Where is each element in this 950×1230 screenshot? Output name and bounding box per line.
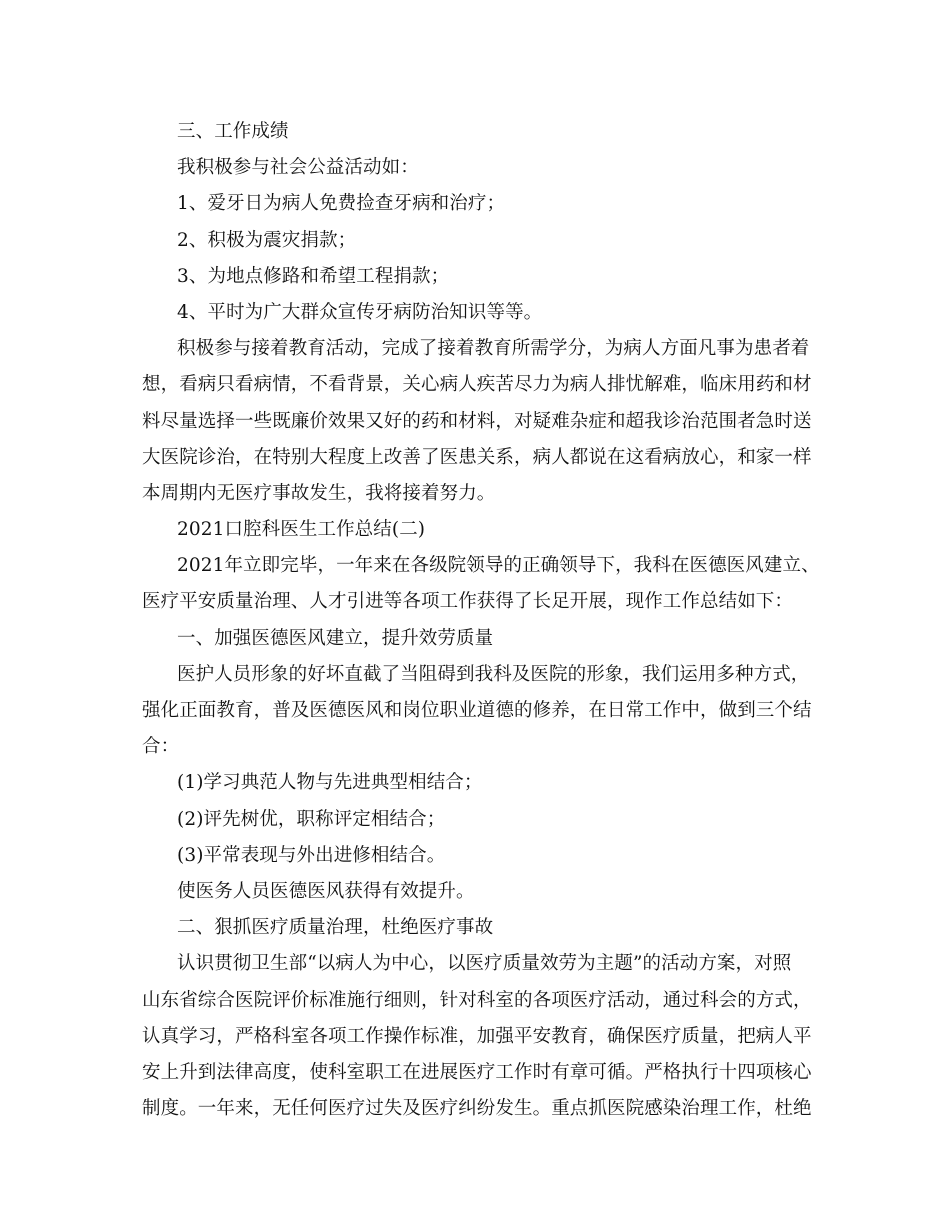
paragraph-line: 强化正面教育，普及医德医风和岗位职业道德的修养，在日常工作中，做到三个结: [142, 700, 812, 721]
section-heading-quality: 二、狠抓医疗质量治理，杜绝医疗事故: [177, 917, 494, 939]
paragraph-line: 料尽量选择一些既廉价效果又好的药和材料，对疑难杂症和超我诊治范围者急时送: [142, 410, 812, 432]
paragraph-line: 医疗平安质量治理、人才引进等各项工作获得了长足开展，现作工作总结如下：: [142, 591, 794, 613]
list-item: (3)平常表现与外出进修相结合。: [177, 844, 446, 866]
paragraph-line: 合：: [142, 736, 180, 758]
paragraph-line: 想，看病只看病情，不看背景，关心病人疾苦尽力为病人排忧解难，临床用药和材: [142, 374, 812, 396]
paragraph-line: 认真学习，严格科室各项工作操作标准，加强平安教育，确保医疗质量，把病人平: [142, 1025, 812, 1047]
list-item: 2、积极为震灾捐款；: [177, 229, 357, 251]
list-item: (1)学习典范人物与先进典型相结合；: [177, 772, 483, 794]
paragraph-line: 本周期内无医疗事故发生，我将接着努力。: [142, 482, 496, 504]
list-item: 3、为地点修路和希望工程捐款；: [177, 265, 450, 287]
section-heading-achievements: 三、工作成绩: [177, 121, 289, 142]
paragraph-line: 使医务人员医德医风获得有效提升。: [177, 880, 475, 902]
document-body: [142, 114, 832, 1127]
paragraph-line: 认识贯彻卫生部“以病人为中心，以医疗质量效劳为主题”的活动方案，对照: [177, 953, 792, 975]
document-subtitle: 2021口腔科医生工作总结(二): [177, 519, 426, 541]
paragraph-line: 大医院诊治，在特别大程度上改善了医患关系，病人都说在这看病放心，和家一样: [142, 446, 812, 468]
section-heading-ethics: 一、加强医德医风建立，提升效劳质量: [177, 627, 494, 649]
list-item: (2)评先树优，职称评定相结合；: [177, 808, 446, 830]
paragraph-line: 2021年立即完毕，一年来在各级院领导的正确领导下，我科在医德医风建立、: [177, 555, 820, 577]
paragraph-line: 制度。一年来，无任何医疗过失及医疗纠纷发生。重点抓医院感染治理工作，杜绝: [142, 1098, 812, 1120]
paragraph-line: 医护人员形象的好坏直截了当阻碍到我科及医院的形象，我们运用多种方式，: [177, 663, 810, 685]
paragraph-line: 安上升到法律高度，使科室职工在进展医疗工作时有章可循。严格执行十四项核心: [142, 1061, 812, 1083]
paragraph-line: 我积极参与社会公益活动如：: [177, 157, 419, 179]
list-item: 1、爱牙日为病人免费捡查牙病和治疗；: [177, 193, 506, 215]
list-item: 4、平时为广大群众宣传牙病防治知识等等。: [177, 301, 543, 323]
paragraph-line: 山东省综合医院评价标准施行细则，针对科室的各项医疗活动，通过科会的方式，: [142, 989, 812, 1011]
paragraph-line: 积极参与接着教育活动，完成了接着教育所需学分，为病人方面凡事为患者着: [177, 338, 810, 360]
